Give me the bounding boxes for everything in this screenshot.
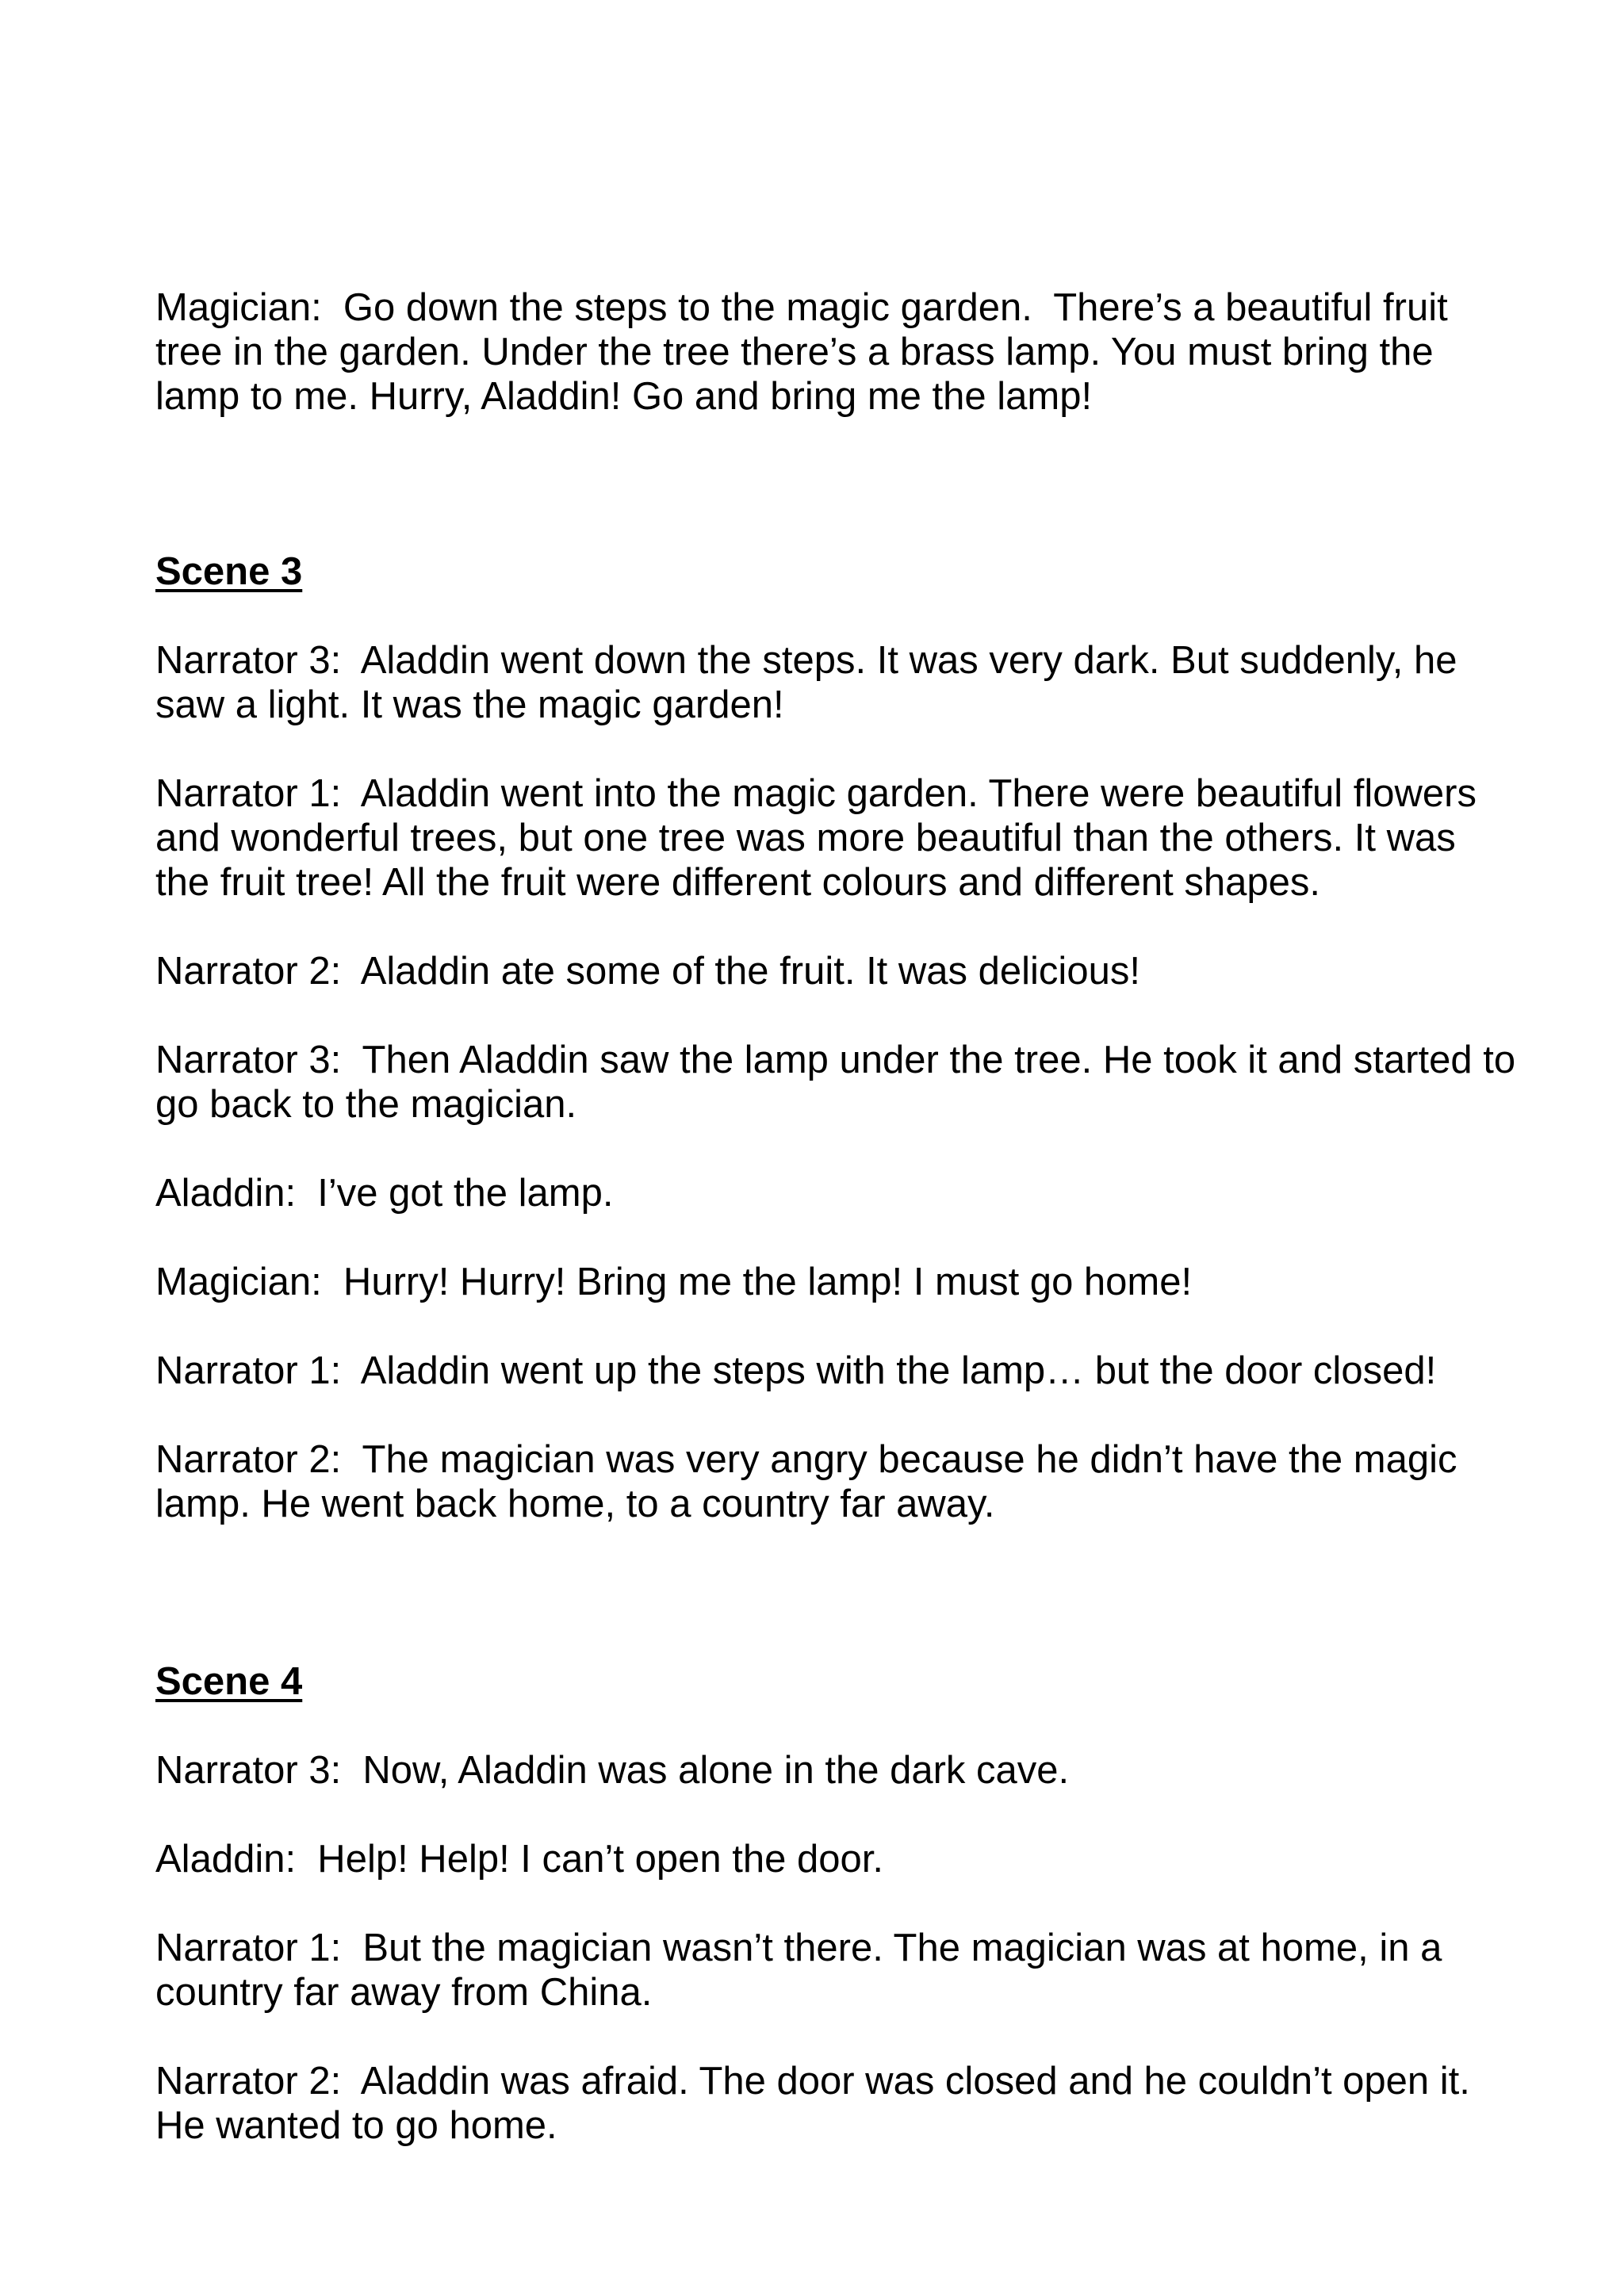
- scene-3-line-6: Magician: Hurry! Hurry! Bring me the lamp! I must go home!: [155, 1261, 1193, 1303]
- magician-line-scene-2: Magician: Go down the steps to the magic garden. There’s a beautiful fruit tree in the garden. Under the tree there’s a brass lamp. You must bring the lamp to me. Hurry, Aladdin! Go and bring me the lamp!: [155, 286, 1459, 418]
- scene-4-heading: Scene 4: [155, 1660, 303, 1703]
- scene-4-line-3: Narrator 1: But the magician wasn’t there. The magician was at home, in a country far away from China.: [155, 1927, 1453, 2014]
- scene-4-line-1: Narrator 3: Now, Aladdin was alone in the dark cave.: [155, 1749, 1070, 1792]
- scene-3-line-3: Narrator 2: Aladdin ate some of the fruit. It was delicious!: [155, 950, 1140, 993]
- scene-3-line-8: Narrator 2: The magician was very angry because he didn’t have the magic lamp. He went back home, to a country far away.: [155, 1438, 1469, 1525]
- scene-3-line-4: Narrator 3: Then Aladdin saw the lamp under the tree. He took it and started to go back to the magician.: [155, 1039, 1526, 1126]
- scene-3-line-7: Narrator 1: Aladdin went up the steps with the lamp… but the door closed!: [155, 1349, 1437, 1392]
- scene-4-line-2: Aladdin: Help! Help! I can’t open the door.: [155, 1838, 883, 1881]
- scene-3-heading: Scene 3: [155, 550, 303, 593]
- scene-3-line-2: Narrator 1: Aladdin went into the magic garden. There were beautiful flowers and wonderful trees, but one tree was more beautiful than the others. It was the fruit tree! All the fruit were different colours and different shapes.: [155, 772, 1488, 904]
- scene-4-line-4: Narrator 2: Aladdin was afraid. The door was closed and he couldn’t open it. He wanted to go home.: [155, 2060, 1481, 2147]
- scene-3-line-5: Aladdin: I’ve got the lamp.: [155, 1172, 614, 1215]
- scene-3-line-1: Narrator 3: Aladdin went down the steps. It was very dark. But suddenly, he saw a light. It was the magic garden!: [155, 639, 1469, 726]
